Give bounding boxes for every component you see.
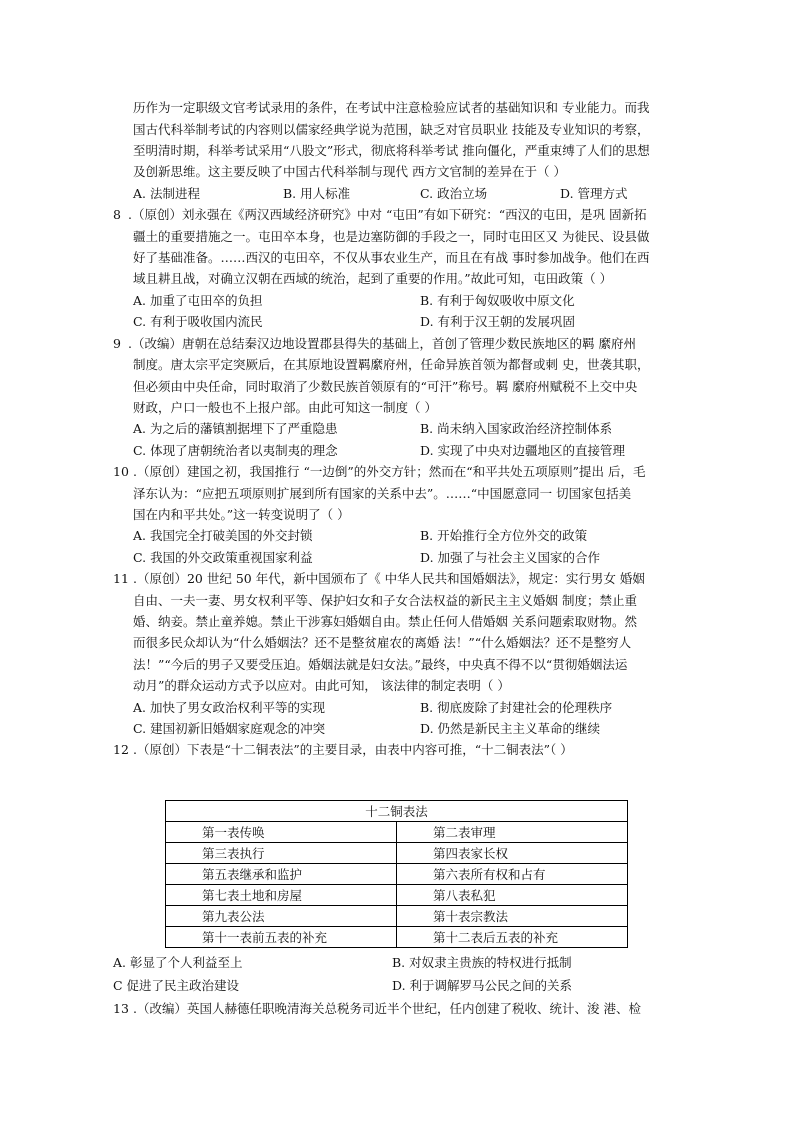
q9-line-2: 制度。唐太宗平定突厥后，在其原地设置羁縻府州，任命异族首领为都督或刺 史，世袭其职， bbox=[133, 357, 650, 372]
q7-line-4: 及创新思维。这主要反映了中国古代科举制与现代 西方文官制的差异在于（ ） bbox=[133, 164, 566, 179]
q8-line-2: 疆土的重要措施之一。屯田卒本身，也是边塞防御的手段之一，同时屯田区又 为徙民、设县做 bbox=[133, 229, 650, 244]
q11-line-6: 动月”的群众运动方式予以应对。由此可知， 该法律的制定表明（ ） bbox=[133, 678, 510, 693]
q10-line-3: 国在内和平共处。”这一转变说明了（ ） bbox=[133, 507, 350, 522]
q12-line-1: .（原创）下表是“十二铜表法”的主要目录，由表中内容可推，“十二铜表法”（ ） bbox=[133, 742, 573, 757]
table-cell: 第三表执行 bbox=[166, 843, 397, 864]
q12-option-a: A. 彰显了个人利益至上 bbox=[113, 955, 243, 970]
q9-number: 9 bbox=[113, 336, 121, 351]
q11-option-d: D. 仍然是新民主主义革命的继续 bbox=[420, 721, 601, 736]
table-cell: 第八表私犯 bbox=[397, 885, 628, 906]
table-cell: 第一表传唤 bbox=[166, 822, 397, 843]
q8-option-d: D. 有利于汉王朝的发展巩固 bbox=[420, 314, 576, 329]
q11-option-a: A. 加快了男女政治权利平等的实现 bbox=[133, 700, 325, 715]
table-row bbox=[166, 843, 628, 864]
table-cell: 第五表继承和监护 bbox=[166, 864, 397, 885]
q11-line-3: 婚、纳妾。禁止童养媳。禁止干涉寡妇婚姻自由。禁止任何人借婚姻 关系问题索取财物。然 bbox=[133, 614, 637, 629]
table-row bbox=[166, 864, 628, 885]
q8-option-c: C. 有利于吸收国内流民 bbox=[133, 314, 263, 329]
table-row bbox=[166, 906, 628, 927]
q10-line-2: 泽东认为：“应把五项原则扩展到所有国家的关系中去”。……“中国愿意同一 切国家包括美 bbox=[133, 486, 632, 501]
table-cell: 第十一表前五表的补充 bbox=[166, 927, 397, 948]
q11-number: 11 bbox=[113, 571, 129, 586]
q11-line-2: 自由、一夫一妻、男女权利平等、保护妇女和子女合法权益的新民主主义婚姻 制度；禁止重 bbox=[133, 593, 637, 608]
q10-option-b: B. 开始推行全方位外交的政策 bbox=[420, 528, 588, 543]
q10-number: 10 bbox=[113, 464, 129, 479]
q8-number: 8 bbox=[113, 207, 121, 222]
q8-line-3: 好了基础准备。……西汉的屯田卒，不仅从事农业生产，而且在有战 事时参加战争。他们在西 bbox=[133, 250, 650, 265]
q8-line-4: 域且耕且战，对确立汉朝在西域的统治，起到了重要的作用。”故此可知，屯田政策（ ） bbox=[133, 271, 613, 286]
q12-option-c: C 促进了民主政治建设 bbox=[113, 978, 240, 993]
q8-line-1: .（原创）刘永强在《两汉西域经济研究》中对 “屯田”有如下研究：“西汉的屯田，是巩 固新拓 bbox=[128, 207, 647, 222]
q7-option-b: B. 用人标准 bbox=[283, 186, 351, 201]
q9-line-4: 财政，户口一般也不上报户部。由此可知这一制度（ ） bbox=[133, 400, 437, 415]
q9-option-a: A. 为之后的藩镇割据埋下了严重隐患 bbox=[133, 421, 338, 436]
table-cell: 第十二表后五表的补充 bbox=[397, 927, 628, 948]
q7-option-c: C. 政治立场 bbox=[420, 186, 488, 201]
q9-option-c: C. 体现了唐朝统治者以夷制夷的理念 bbox=[133, 443, 338, 458]
q11-line-5: 法！”“今后的男子又要受压迫。婚姻法就是妇女法。”最终，中央真不得不以“贯彻婚姻法运 bbox=[133, 657, 628, 672]
q11-line-4: 而很多民众却认为“什么婚姻法？还不是整贫雇农的离婚 法！”“什么婚姻法？还不是整穷人 bbox=[133, 635, 632, 650]
q9-option-b: B. 尚未纳入国家政治经济控制体系 bbox=[420, 421, 613, 436]
q11-line-1: .（原创）20 世纪 50 年代，新中国颁布了《 中华人民共和国婚姻法》，规定：实行男女 婚姻 bbox=[133, 571, 645, 586]
table-row bbox=[166, 822, 628, 843]
q7-line-2: 国古代科举制考试的内容则以儒家经典学说为范围，缺乏对官员职业 技能及专业知识的考察， bbox=[133, 122, 650, 137]
table-cell: 第七表土地和房屋 bbox=[166, 885, 397, 906]
q7-line-3: 至明清时期，科举考试采用“八股文”形式，彻底将科举考试 推向僵化，严重束缚了人们的思想 bbox=[133, 143, 650, 158]
q12-option-d: D. 利于调解罗马公民之间的关系 bbox=[392, 978, 573, 993]
table-row bbox=[166, 885, 628, 906]
q10-option-c: C. 我国的外交政策重视国家利益 bbox=[133, 550, 313, 565]
q10-option-a: A. 我国完全打破美国的外交封锁 bbox=[133, 528, 313, 543]
q7-line-1: 历作为一定职级文官考试录用的条件，在考试中注意检验应试者的基础知识和 专业能力。而我 bbox=[133, 100, 650, 115]
q11-option-c: C. 建国初新旧婚姻家庭观念的冲突 bbox=[133, 721, 326, 736]
table-cell: 第十表宗教法 bbox=[397, 906, 628, 927]
q13-line-1: .（改编）英国人赫德任职晚清海关总税务司近半个世纪，任内创建了税收、统计、浚 港、检 bbox=[133, 1001, 641, 1016]
q11-option-b: B. 彻底废除了封建社会的伦理秩序 bbox=[420, 700, 613, 715]
q10-option-d: D. 加强了与社会主义国家的合作 bbox=[420, 550, 601, 565]
table-caption: 十二铜表法 bbox=[166, 801, 628, 822]
q13-number: 13 bbox=[113, 1001, 129, 1016]
q9-line-1: .（改编）唐朝在总结秦汉边地设置郡县得失的基础上，首创了管理少数民族地区的羁 縻府州 bbox=[128, 336, 636, 351]
q9-line-3: 但必须由中央任命，同时取消了少数民族首领原有的“可汗”称号。羁 縻府州赋税不上交中央 bbox=[133, 379, 638, 394]
q7-option-a: A. 法制进程 bbox=[133, 186, 200, 201]
q12-number: 12 bbox=[113, 742, 129, 757]
twelve-tables-table bbox=[165, 800, 628, 948]
q10-line-1: .（原创）建国之初，我国推行 “一边倒”的外交方针；然而在“和平共处五项原则”提出 后，毛 bbox=[133, 464, 646, 479]
table-cell: 第六表所有权和占有 bbox=[397, 864, 628, 885]
q7-option-d: D. 管理方式 bbox=[560, 186, 628, 201]
table-row bbox=[166, 927, 628, 948]
table-cell: 第九表公法 bbox=[166, 906, 397, 927]
table-cell: 第二表审理 bbox=[397, 822, 628, 843]
q12-option-b: B. 对奴隶主贵族的特权进行抵制 bbox=[392, 955, 572, 970]
q9-option-d: D. 实现了中央对边疆地区的直接管理 bbox=[420, 443, 626, 458]
q8-option-b: B. 有利于匈奴吸收中原文化 bbox=[420, 293, 575, 308]
q8-option-a: A. 加重了屯田卒的负担 bbox=[133, 293, 263, 308]
table-cell: 第四表家长权 bbox=[397, 843, 628, 864]
